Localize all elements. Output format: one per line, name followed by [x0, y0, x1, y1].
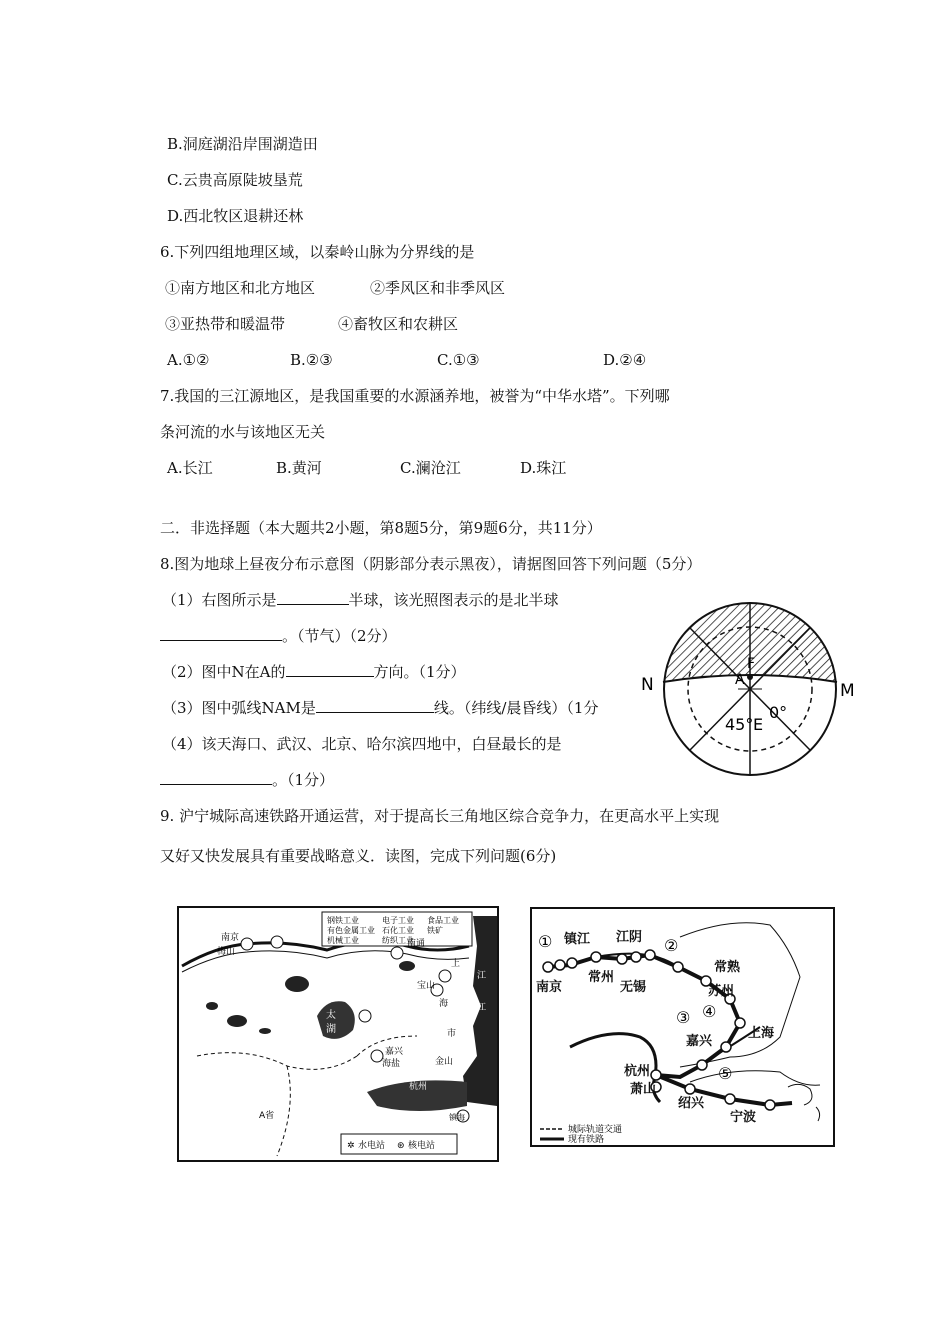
- q8-part2: [162, 662, 466, 682]
- industry-map-left: [177, 906, 499, 1162]
- day-night-globe-figure: [635, 598, 855, 778]
- label-m: M: [840, 681, 855, 701]
- legend-steel: 钢铁工业: [327, 916, 359, 925]
- label-jiaxing-right: 嘉兴: [686, 1034, 713, 1049]
- legend-food: 食品工业: [427, 916, 459, 925]
- legend-textile: 纺织工业: [382, 936, 414, 945]
- label-suzhou: 苏州: [708, 984, 735, 999]
- label-jinshan: 金山: [435, 1057, 454, 1067]
- q8-p1-blank-hemisphere[interactable]: [277, 590, 349, 605]
- legend-machinery: 机械工业: [327, 936, 359, 945]
- q8-stem: 8.图为地球上昼夜分布示意图（阴影部分表示黑夜），请据图回答下列问题（5分）: [160, 555, 702, 573]
- q7-option-d: D.珠江: [520, 459, 567, 477]
- label-jiangyin: 江阴: [616, 930, 643, 945]
- q7-option-b: B.黄河: [276, 459, 322, 477]
- marker-5: ⑤: [718, 1064, 733, 1083]
- q8-p3-text-b: 线。（纬线/晨昏线）（1分: [433, 699, 599, 717]
- label-tai: 太: [326, 1010, 336, 1021]
- label-shaoxing: 绍兴: [678, 1096, 705, 1111]
- q8-part4-line2: [160, 770, 334, 790]
- label-hangzhou-left: 杭州: [409, 1082, 428, 1092]
- q8-part4-line1: （4）该天海口、武汉、北京、哈尔滨四地中，白昼最长的是: [162, 735, 562, 753]
- label-0: 0°: [769, 703, 788, 722]
- q6-option-c: C.①③: [437, 351, 480, 369]
- q8-p1-blank-solar-term[interactable]: [160, 626, 282, 641]
- q8-p1-text-b: 半球，该光照图表示的是北半球: [348, 591, 559, 609]
- marker-4: ④: [702, 1002, 717, 1021]
- marker-2: ②: [664, 936, 679, 955]
- q6-item-4: ④畜牧区和农耕区: [338, 315, 459, 333]
- label-a-province: A省: [259, 1111, 275, 1121]
- q6-stem: 6.下列四组地理区域，以秦岭山脉为分界线的是: [160, 243, 475, 261]
- hydro-icon: ✲: [347, 1141, 355, 1151]
- label-shi: 市: [447, 1029, 457, 1039]
- q5-option-d: D.西北牧区退耕还林: [167, 207, 304, 225]
- label-n: N: [641, 675, 654, 695]
- label-ningbo: 宁波: [730, 1110, 757, 1125]
- label-nanjing-left: 南京: [221, 933, 240, 943]
- label-f: F: [747, 656, 756, 672]
- q6-option-a: A.①②: [167, 351, 210, 369]
- label-changzhou: 常州: [588, 970, 615, 985]
- label-nanjing-right: 南京: [536, 980, 563, 995]
- q6-option-d: D.②④: [603, 351, 647, 369]
- label-meishan: 梅山: [217, 947, 236, 957]
- label-shanghai: 上海: [748, 1026, 775, 1041]
- legend-iron-ore: 铁矿: [427, 926, 443, 935]
- legend-petrochem: 石化工业: [382, 926, 414, 935]
- label-hu: 湖: [326, 1024, 336, 1035]
- label-baoshan: 宝山: [417, 981, 436, 991]
- q8-part1-line2: [160, 626, 397, 646]
- label-jiang-2: 江: [477, 1003, 487, 1013]
- q8-p3-blank-line-type[interactable]: [316, 698, 434, 713]
- label-a: A: [735, 672, 745, 688]
- q8-part1-line1: [162, 590, 559, 610]
- label-zhenhai: 镇海: [449, 1113, 465, 1122]
- label-wuxi: 无锡: [620, 980, 647, 995]
- legend-nonferrous: 有色金属工业: [327, 926, 375, 935]
- q8-p3-text-a: （3）图中弧线NAM是: [162, 699, 316, 717]
- section-2-heading: 二．非选择题（本大题共2小题，第8题5分，第9题6分，共11分）: [160, 519, 602, 537]
- label-zhenjiang: 镇江: [564, 932, 591, 947]
- q8-p2-blank-direction[interactable]: [286, 662, 374, 677]
- label-haiyan: 海盐: [382, 1059, 401, 1069]
- q8-p2-text-a: （2）图中N在A的: [162, 663, 286, 681]
- legend-nuclear: 核电站: [408, 1141, 436, 1151]
- legend-intercity: 城际轨道交通: [568, 1125, 623, 1135]
- label-nantong: 南通: [407, 939, 426, 949]
- q7-stem-line2: 条河流的水与该地区无关: [160, 423, 326, 441]
- legend-existing: 现有铁路: [568, 1135, 605, 1145]
- marker-1: ①: [538, 932, 553, 951]
- label-hangzhou-right: 杭州: [624, 1064, 651, 1079]
- q5-option-c: C.云贵高原陡坡垦荒: [167, 171, 303, 189]
- q7-option-a: A.长江: [167, 459, 213, 477]
- q8-part3: [162, 698, 598, 718]
- legend-electronics: 电子工业: [382, 916, 414, 925]
- q6-option-b: B.②③: [290, 351, 333, 369]
- q7-stem-line1: 7.我国的三江源地区，是我国重要的水源涵养地，被誉为“中华水塔”。下列哪: [160, 387, 670, 405]
- label-changshu: 常熟: [714, 960, 741, 975]
- label-jiaxing-left: 嘉兴: [385, 1047, 404, 1057]
- label-xiaoshan: 萧山: [630, 1082, 657, 1097]
- legend-hydro: 水电站: [358, 1141, 386, 1151]
- q9-stem-line2: 又好又快发展具有重要战略意义．读图，完成下列问题(6分): [160, 847, 557, 865]
- q7-option-c: C.澜沧江: [400, 459, 461, 477]
- q6-item-1: ①南方地区和北方地区: [165, 279, 316, 297]
- label-hai: 海: [439, 999, 449, 1009]
- q9-stem-line1: 9. 沪宁城际高速铁路开通运营，对于提高长三角地区综合竞争力，在更高水平上实现: [160, 807, 720, 825]
- q6-item-3: ③亚热带和暖温带: [165, 315, 286, 333]
- q8-p1-text-a: （1）右图所示是: [162, 591, 277, 609]
- label-jiang-1: 江: [477, 971, 487, 981]
- rail-map-right: [530, 907, 835, 1147]
- q5-option-b: B.洞庭湖沿岸围湖造田: [167, 135, 318, 153]
- label-shang: 上: [451, 959, 461, 969]
- q8-p1-text-c: 。（节气）（2分）: [282, 627, 397, 645]
- q8-p2-text-b: 方向。（1分）: [373, 663, 466, 681]
- q8-p4-blank-city[interactable]: [160, 770, 272, 785]
- nuclear-icon: ⊛: [397, 1141, 405, 1151]
- label-e: E: [753, 715, 764, 734]
- q6-item-2: ②季风区和非季风区: [370, 279, 506, 297]
- marker-3: ③: [676, 1008, 691, 1027]
- q8-p4-text-b: 。（1分）: [272, 771, 335, 789]
- label-45: 45°: [725, 715, 754, 734]
